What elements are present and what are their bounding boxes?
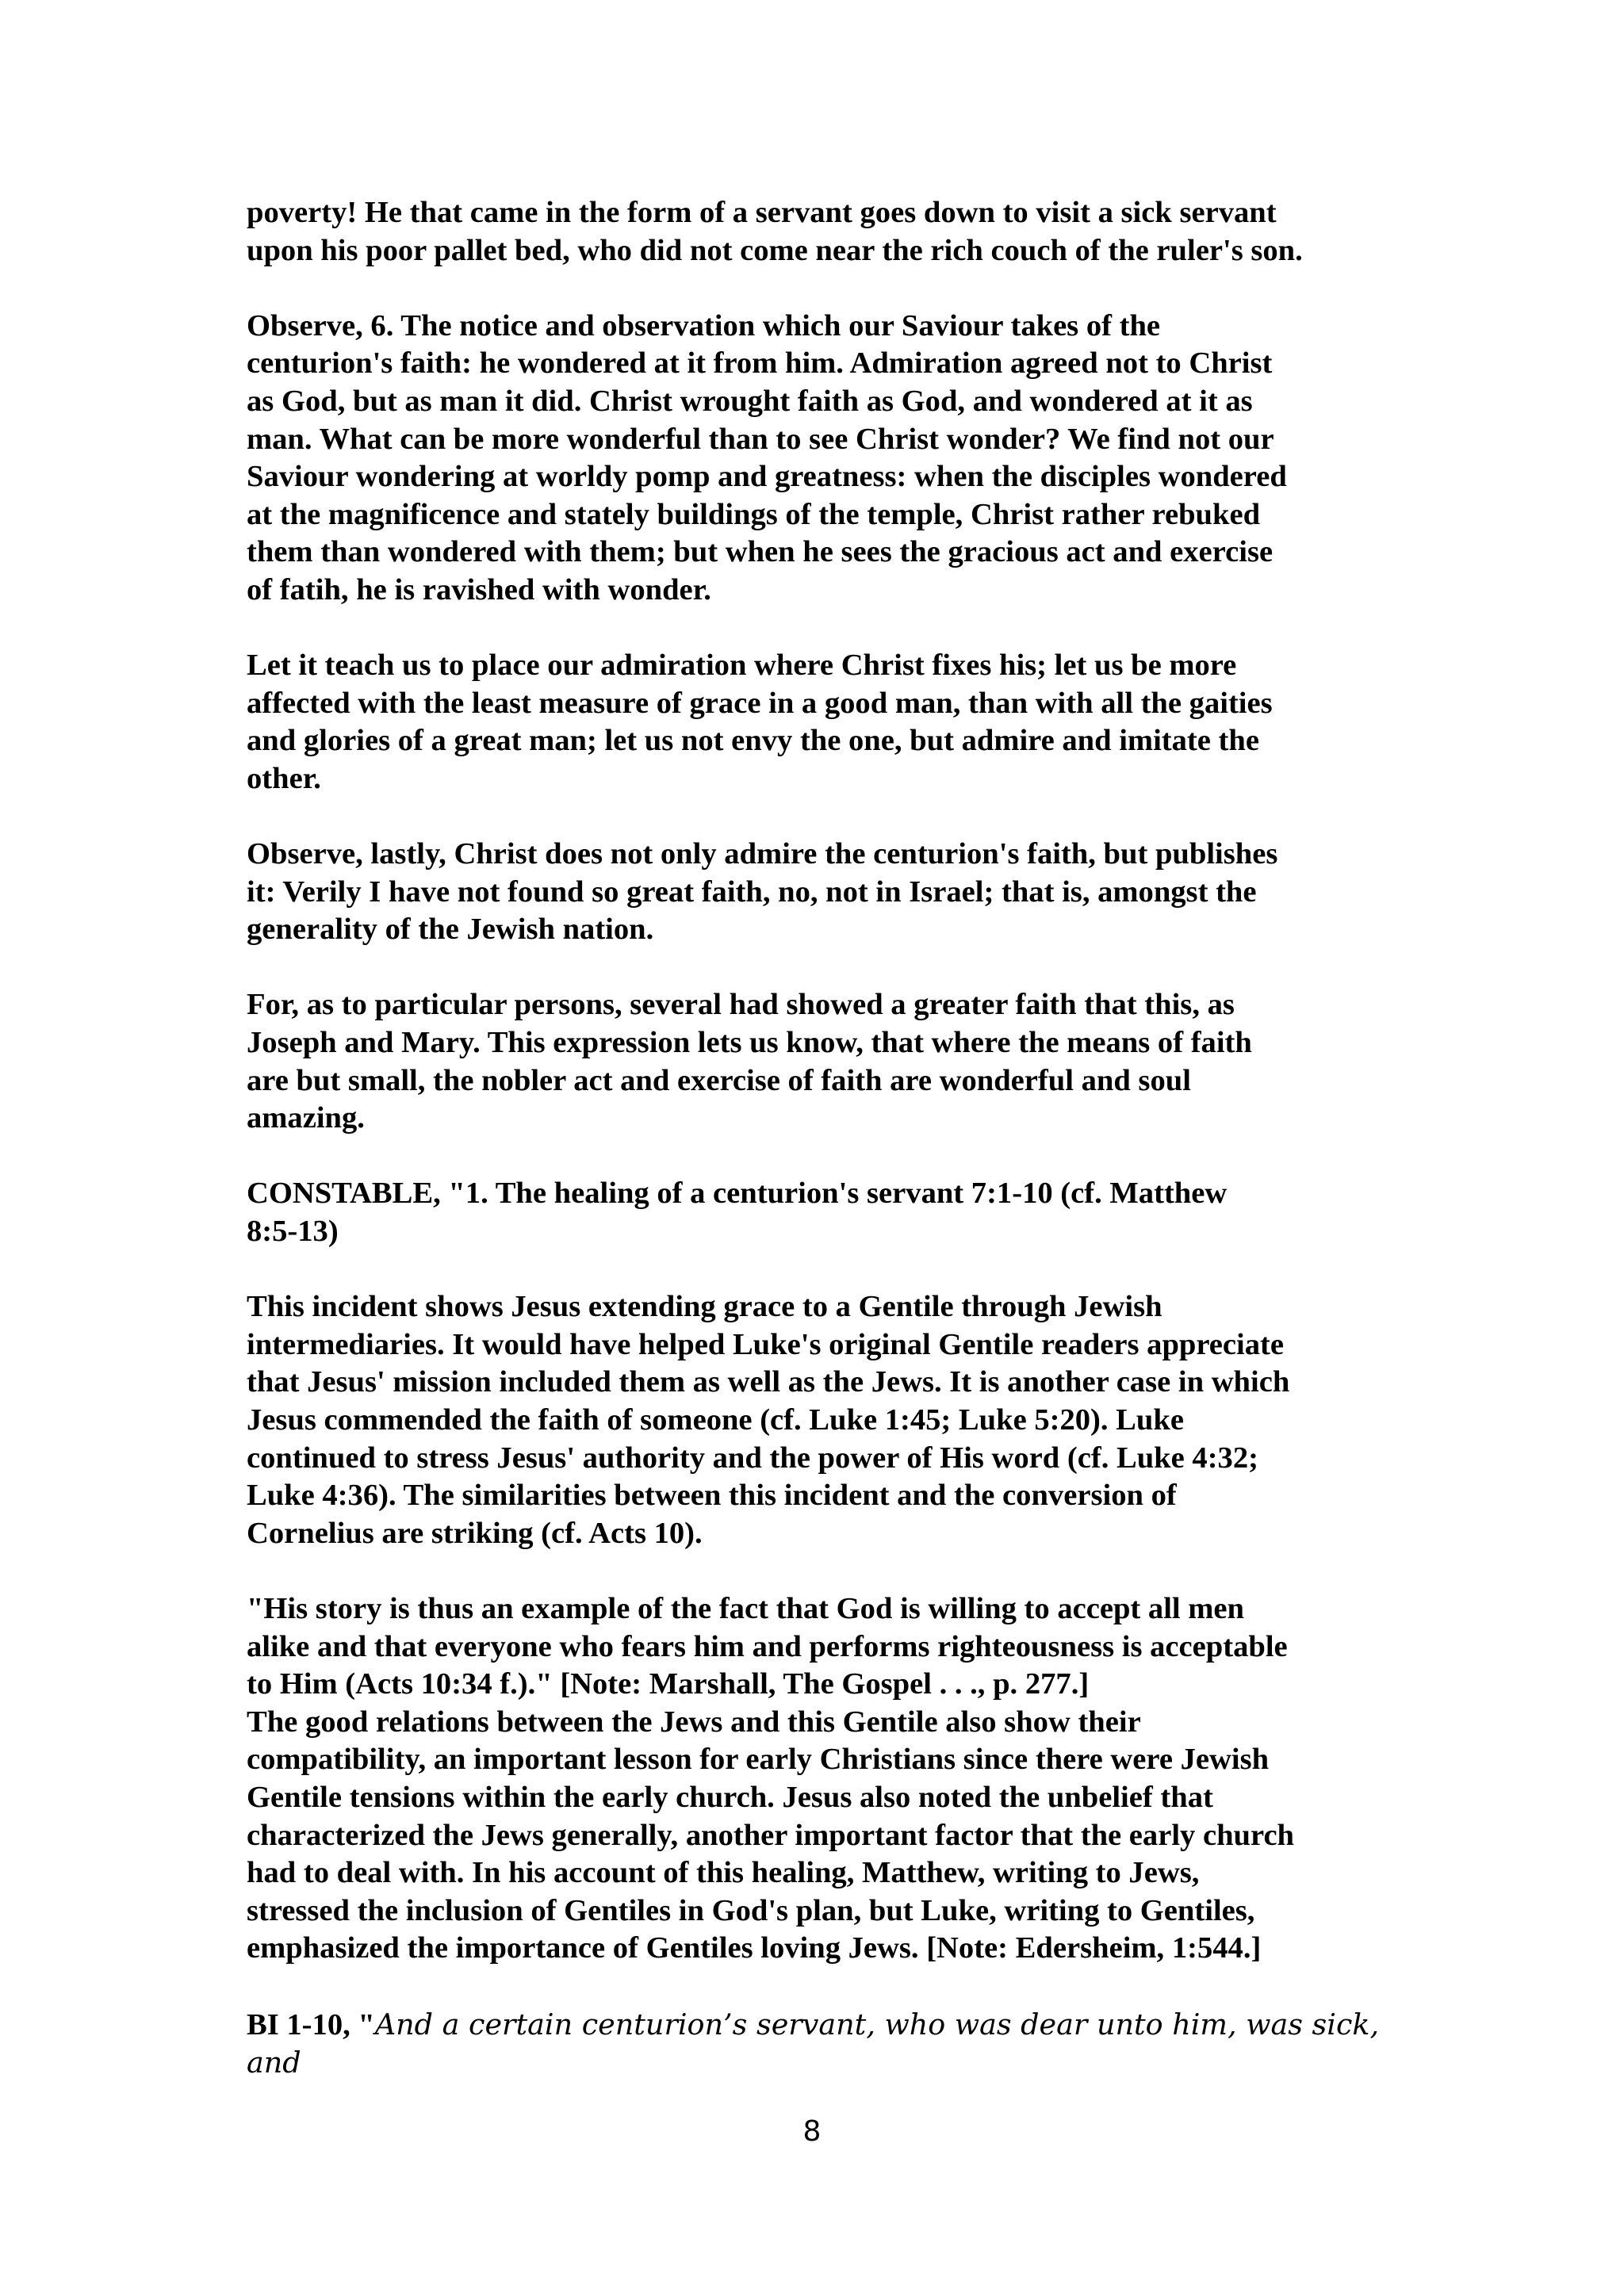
bi-italic-quote: And a certain centurion’s servant, who was dear unto him, was sick, and bbox=[247, 2007, 1380, 2080]
paragraph-admiration: Let it teach us to place our admiration where Christ fixes his; let us be more affected with the least measure of grace in a good man, than with all the gaities and glories of a great man; let us not envy the one, but admire and imitate the other. bbox=[247, 649, 1273, 795]
paragraph-constable-heading: CONSTABLE, "1. The healing of a centurion's servant 7:1-10 (cf. Matthew 8:5-13) bbox=[247, 1177, 1228, 1249]
paragraph-observe-lastly: Observe, lastly, Christ does not only admire the centurion's faith, but publishes it: Verily I have not found so great faith, no, not in Israel; that is, amongst the generality of the Jewish nation. bbox=[247, 837, 1278, 947]
body-text bbox=[247, 194, 1400, 2083]
bi-lead: BI 1-10, " bbox=[247, 2007, 375, 2042]
paragraph-poverty: poverty! He that came in the form of a servant goes down to visit a sick servant upon his poor pallet bed, who did not come near the rich couch of the ruler's son. bbox=[247, 196, 1303, 267]
paragraph-bi bbox=[247, 2006, 1400, 2083]
paragraph-incident: This incident shows Jesus extending grace to a Gentile through Jewish intermediaries. It would have helped Luke's original Gentile readers appreciate that Jesus' mission included them as well as the Jews. It is another case in which Jesus commended the faith of someone (cf. Luke 1:45; Luke 5:20). Luke continued to stress Jesus' authority and the power of His word (cf. Luke 4:32; Luke 4:36). The similarities between this incident and the conversion of Cornelius are striking (cf. Acts 10). bbox=[247, 1290, 1290, 1550]
paragraph-particular-persons: For, as to particular persons, several had showed a greater faith that this, as Joseph and Mary. This expression lets us know, that where the means of faith are but small, the nobler act and exercise of faith are wonderful and soul amazing. bbox=[247, 988, 1252, 1135]
page-number: 8 bbox=[802, 2115, 822, 2148]
paragraph-observe-6: Observe, 6. The notice and observation which our Saviour takes of the centurion's faith: he wondered at it from him. Admiration agreed not to Christ as God, but as man it did. Christ wrought faith as God, and wondered at it as man. What can be more wonderful than to see Christ wonder? We find not our Saviour wondering at worldy pomp and greatness: when the disciples wondered at the magnificence and stately buildings of the temple, Christ rather rebuked them than wondered with them; but when he sees the gracious act and exercise of fatih, he is ravished with wonder. bbox=[247, 308, 1287, 607]
paragraph-quote: "His story is thus an example of the fact that God is willing to accept all men alike and that everyone who fears him and performs righteousness is acceptable to Him (Acts 10:34 f.)." [Note: Marshall, The Gospel . . ., p. 277.] bbox=[247, 1591, 1288, 1701]
paragraph-good-relations: The good relations between the Jews and this Gentile also show their compatibility, an important lesson for early Christians since there were Jewish Gentile tensions within the early church. Jesus also noted the unbelief that characterized the Jews generally, another important factor that the early church had to deal with. In his account of this healing, Matthew, writing to Jews, stressed the inclusion of Gentiles in God's plan, but Luke, writing to Gentiles, emphasized the importance of Gentiles loving Jews. [Note: Edersheim, 1:544.] bbox=[247, 1705, 1295, 1965]
